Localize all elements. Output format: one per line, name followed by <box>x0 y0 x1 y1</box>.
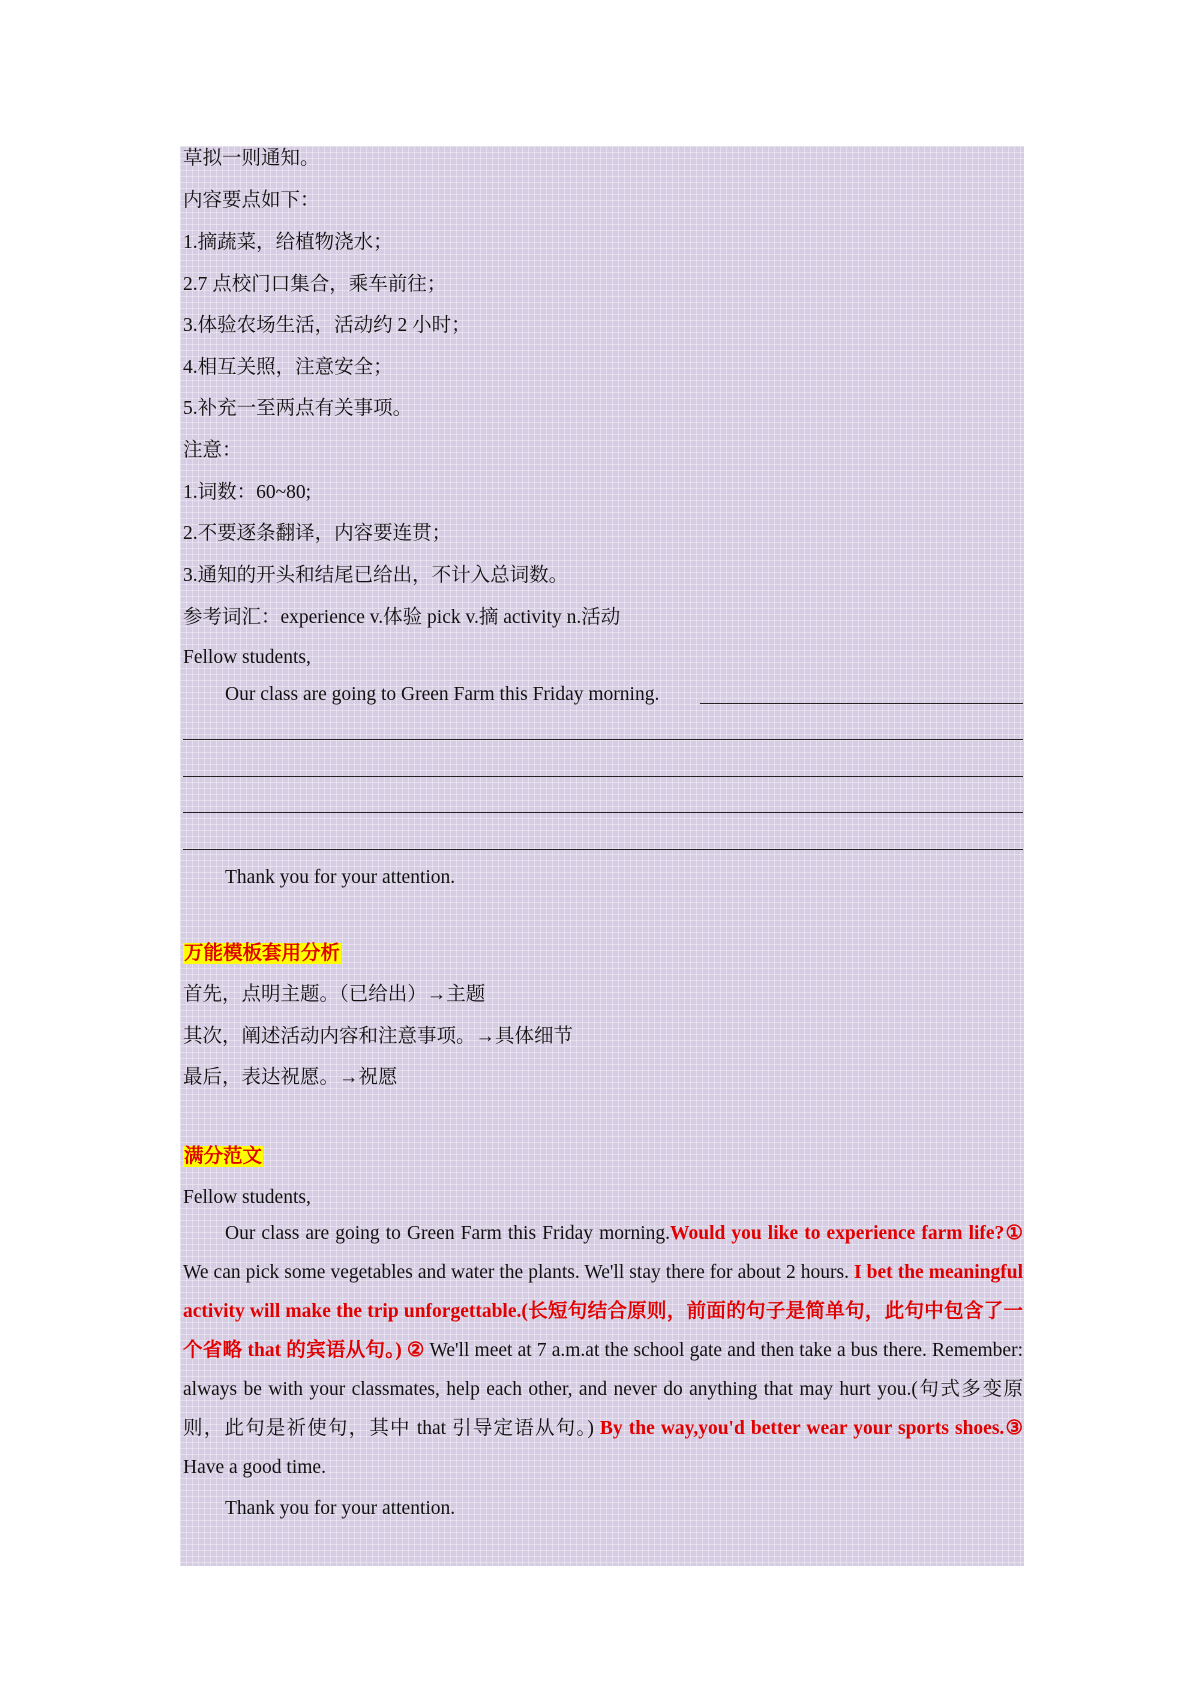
answer-blank-line <box>183 739 1023 740</box>
answer-blank-line <box>183 776 1023 777</box>
prompt-greeting: Fellow students, <box>183 647 311 668</box>
sample-text: We'll meet at 7 a.m.at the school gate and then take a bus there. Remember: always be with your classmates, help each other, and never do anything that may hurt you.(句式多变原则，此句是祈使句，其中 that 引导定语从句。) <box>183 1340 1023 1439</box>
answer-blank-line <box>183 812 1023 813</box>
prompt-line-8: 注意： <box>183 440 242 461</box>
sample-heading-text: 满分范文 <box>184 1146 263 1167</box>
sample-text: Our class are going to Green Farm this Friday morning. <box>225 1223 671 1244</box>
prompt-opening: Our class are going to Green Farm this Friday morning. <box>225 684 660 705</box>
sample-highlight: I bet the meaningful activity will make the trip unforgettable.(长短句结合原则，前面的句子是简单句，此句中包含了一个省略 that 的宾语从句。) ② <box>183 1262 1024 1361</box>
analysis-line-3: 最后，表达祝愿。→祝愿 <box>183 1067 398 1088</box>
analysis-line-1: 首先，点明主题。（已给出）→主题 <box>183 984 486 1005</box>
sample-body <box>183 1214 1023 1487</box>
prompt-line-10: 2.不要逐条翻译，内容要连贯； <box>183 523 452 544</box>
analysis-heading-text: 万能模板套用分析 <box>184 943 341 964</box>
prompt-line-6: 4.相互关照，注意安全； <box>183 357 393 378</box>
prompt-closing: Thank you for your attention. <box>225 867 456 888</box>
sample-text: Have a good time. <box>183 1457 326 1478</box>
answer-blank-line <box>183 849 1023 850</box>
prompt-line-11: 3.通知的开头和结尾已给出，不计入总词数。 <box>183 565 569 586</box>
sample-text: We can pick some vegetables and water the plants. We'll stay there for about 2 hours. <box>183 1262 855 1283</box>
sample-highlight: By the way,you'd better wear your sports shoes.③ <box>599 1418 1023 1439</box>
prompt-line-12: 参考词汇：experience v.体验 pick v.摘 activity n.活动 <box>183 607 621 628</box>
prompt-line-9: 1.词数：60~80; <box>183 482 312 503</box>
prompt-line-3: 1.摘蔬菜，给植物浇水； <box>183 232 393 253</box>
prompt-line-5: 3.体验农场生活，活动约 2 小时； <box>183 315 471 336</box>
sample-heading <box>183 1145 263 1169</box>
prompt-line-2: 内容要点如下： <box>183 190 320 211</box>
prompt-line-7: 5.补充一至两点有关事项。 <box>183 398 413 419</box>
sample-closing: Thank you for your attention. <box>225 1498 456 1519</box>
prompt-line-1: 草拟一则通知。 <box>183 148 320 169</box>
sample-greeting: Fellow students, <box>183 1187 311 1208</box>
prompt-line-4: 2.7 点校门口集合，乘车前往； <box>183 274 447 295</box>
sample-highlight: Would you like to experience farm life?① <box>670 1223 1023 1244</box>
analysis-heading <box>183 942 341 966</box>
analysis-line-2: 其次，阐述活动内容和注意事项。→具体细节 <box>183 1026 574 1047</box>
answer-blank-line <box>700 703 1023 704</box>
